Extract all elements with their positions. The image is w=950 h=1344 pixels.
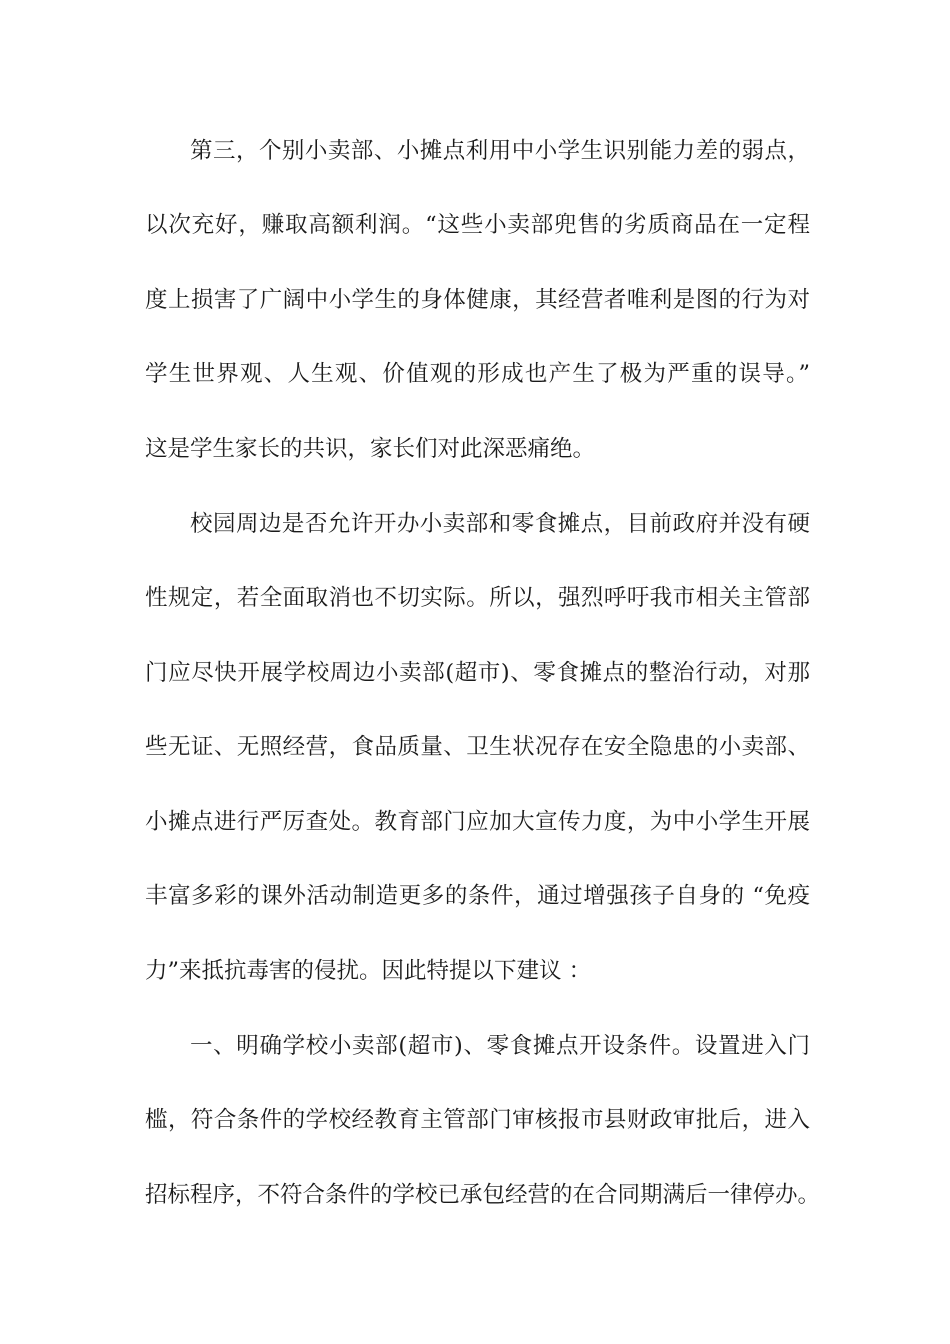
paragraph-2-line-1: 校园周边是否允许开办小卖部和零食摊点，目前政府并没有硬 xyxy=(190,511,810,537)
paragraph-1-line-2: 以次充好，赚取高额利润。“这些小卖部兜售的劣质商品在一定程 xyxy=(145,212,810,238)
paragraph-2-line-6: 丰富多彩的课外活动制造更多的条件，通过增强孩子自身的 “免疫 xyxy=(145,883,810,909)
paragraph-2-line-2: 性规定，若全面取消也不切实际。所以，强烈呼吁我市相关主管部 xyxy=(145,585,810,611)
paragraph-1-line-4: 学生世界观、人生观、价值观的形成也产生了极为严重的误导。” xyxy=(145,361,810,387)
paragraph-2-line-4: 些无证、无照经营，食品质量、卫生状况存在安全隐患的小卖部、 xyxy=(145,734,810,760)
paragraph-3-line-1: 一、明确学校小卖部(超市)、零食摊点开设条件。设置进入门 xyxy=(190,1033,810,1059)
paragraph-3-line-2: 槛，符合条件的学校经教育主管部门审核报市县财政审批后，进入 xyxy=(145,1107,810,1133)
paragraph-2-line-5: 小摊点进行严厉查处。教育部门应加大宣传力度，为中小学生开展 xyxy=(145,809,810,835)
paragraph-1-line-3: 度上损害了广阔中小学生的身体健康，其经营者唯利是图的行为对 xyxy=(145,287,810,313)
paragraph-1-line-5: 这是学生家长的共识，家长们对此深恶痛绝。 xyxy=(145,436,596,462)
paragraph-2-line-7: 力”来抵抗毒害的侵扰。因此特提以下建议 ： xyxy=(145,958,592,984)
paragraph-1-line-1: 第三，个别小卖部、小摊点利用中小学生识别能力差的弱点， xyxy=(190,138,810,164)
paragraph-2-line-3: 门应尽快开展学校周边小卖部(超市)、零食摊点的整治行动，对那 xyxy=(145,660,810,686)
paragraph-3-line-3: 招标程序，不符合条件的学校已承包经营的在合同期满后一律停办。 xyxy=(145,1182,821,1208)
